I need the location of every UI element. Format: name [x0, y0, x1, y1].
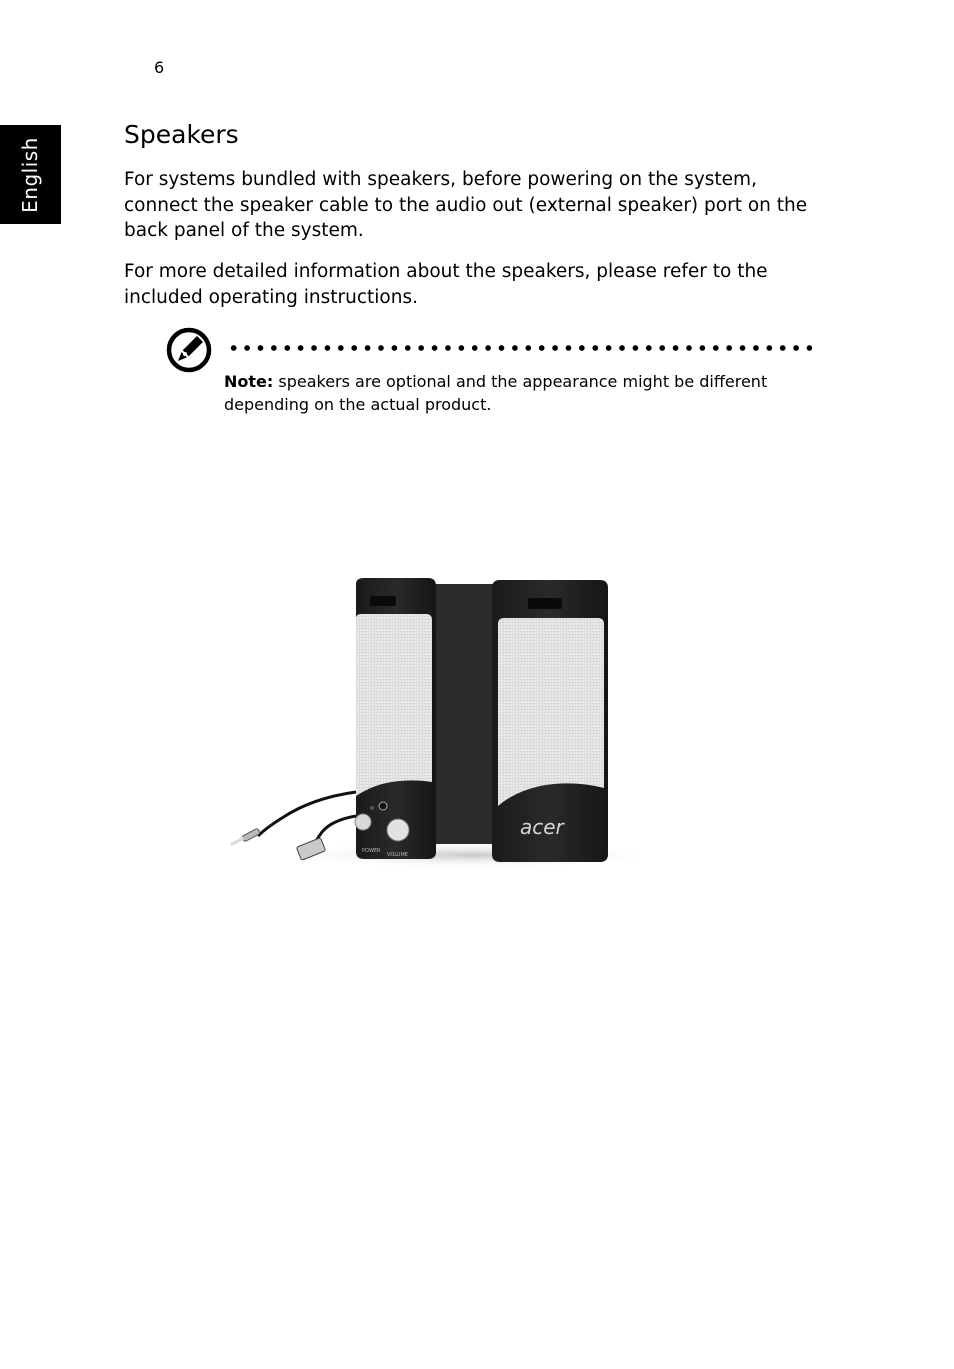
- page-number: 6: [154, 58, 165, 77]
- note-body: speakers are optional and the appearance might be different depending on the actual product.: [224, 372, 768, 414]
- note-text: [224, 370, 784, 416]
- note-pen-icon: [166, 327, 212, 373]
- note-dotted-rule: [227, 345, 812, 351]
- note-label: Note:: [224, 372, 274, 391]
- speakers-photo: [222, 570, 642, 870]
- section-title: Speakers: [124, 120, 239, 149]
- language-tab: [0, 125, 61, 224]
- language-tab-label: English: [18, 137, 42, 213]
- power-label: POWER: [362, 848, 381, 854]
- paragraph-speaker-instructions: For more detailed information about the speakers, please refer to the included operating instructions.: [124, 261, 768, 308]
- paragraph-speaker-connection: For systems bundled with speakers, before powering on the system, connect the speaker cable to the audio out (external speaker) port on the back panel of the system.: [124, 169, 808, 241]
- brand-logo: acer: [520, 815, 564, 839]
- volume-label: VOLUME: [387, 852, 408, 858]
